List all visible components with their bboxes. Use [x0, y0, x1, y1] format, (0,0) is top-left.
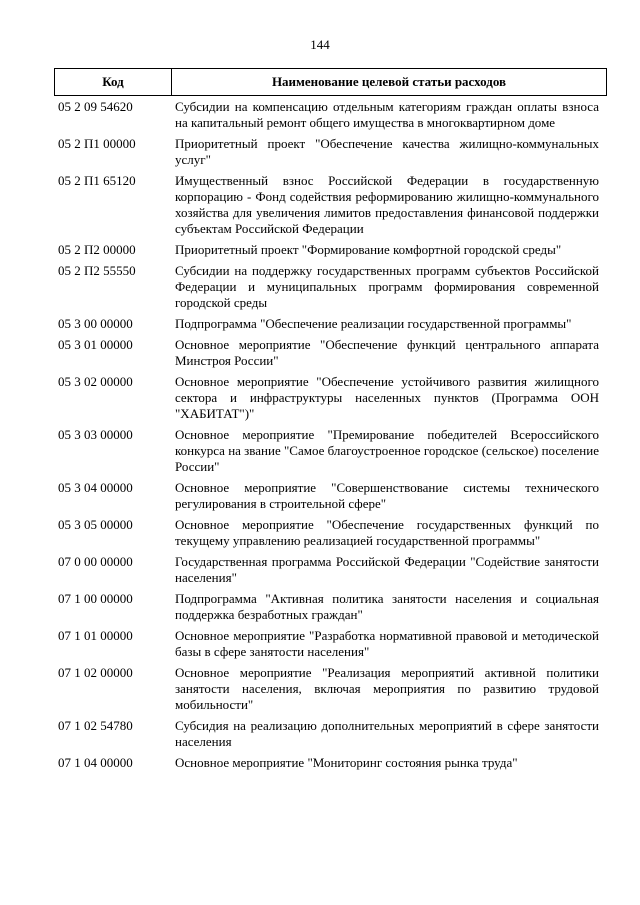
- row-code: 05 2 П2 00000: [58, 242, 136, 257]
- table-row: [54, 134, 607, 171]
- table-header: [54, 68, 607, 96]
- row-name: Основное мероприятие "Мониторинг состояния рынка труда": [175, 755, 518, 770]
- row-code: 05 3 01 00000: [58, 337, 133, 352]
- row-name: Приоритетный проект "Формирование комфортной городской среды": [175, 242, 562, 257]
- table-row: [54, 240, 607, 261]
- row-code: 05 3 02 00000: [58, 374, 133, 389]
- row-code: 05 2 П1 00000: [58, 136, 136, 151]
- header-code: Код: [55, 69, 172, 95]
- row-code: 05 2 09 54620: [58, 99, 133, 114]
- row-code: 07 1 02 00000: [58, 665, 133, 680]
- row-name: Основное мероприятие "Премирование победителей Всероссийского конкурса на звание "Самое благоустроенное городское (сельское) поселение России": [175, 427, 599, 474]
- row-name: Субсидии на компенсацию отдельным категориям граждан оплаты взноса на капитальный ремонт общего имущества в многоквартирном доме: [175, 99, 599, 130]
- row-code: 07 0 00 00000: [58, 554, 133, 569]
- table-row: [54, 261, 607, 314]
- row-code: 05 2 П2 55550: [58, 263, 136, 278]
- row-name: Государственная программа Российской Федерации "Содействие занятости населения": [175, 554, 599, 585]
- row-code: 05 3 04 00000: [58, 480, 133, 495]
- row-name: Основное мероприятие "Обеспечение государственных функций по текущему управлению реализацией государственной программы": [175, 517, 599, 548]
- table-row: [54, 335, 607, 372]
- table-row: [54, 716, 607, 753]
- table-row: [54, 552, 607, 589]
- row-name: Субсидии на поддержку государственных программ субъектов Российской Федерации и муниципальных программ формирования современной городской среды: [175, 263, 599, 310]
- row-name: Основное мероприятие "Разработка нормативной правовой и методической базы в сфере занятости населения": [175, 628, 599, 659]
- header-name: Наименование целевой статьи расходов: [271, 74, 507, 89]
- table-row: [54, 425, 607, 478]
- table-row: [54, 626, 607, 663]
- table-row: [54, 589, 607, 626]
- row-name: Имущественный взнос Российской Федерации в государственную корпорацию - Фонд содействия реформированию жилищно-коммунального хозяйства для увеличения лимитов предоставления финансовой поддержки субъектам Российской Федерации: [175, 173, 599, 236]
- table-row: [54, 171, 607, 240]
- row-code: 07 1 02 54780: [58, 718, 133, 733]
- row-name: Основное мероприятие "Обеспечение устойчивого развития жилищного сектора и инфраструктуры населенных пунктов (Программа ООН "ХАБИТАТ")": [175, 374, 599, 421]
- row-name: Подпрограмма "Активная политика занятости населения и социальная поддержка безработных граждан": [175, 591, 599, 622]
- table-row: [54, 753, 607, 774]
- row-code: 07 1 04 00000: [58, 755, 133, 770]
- page-number: 144: [310, 37, 330, 52]
- table-row: [54, 314, 607, 335]
- table-row: [54, 372, 607, 425]
- row-code: 05 3 03 00000: [58, 427, 133, 442]
- row-name: Подпрограмма "Обеспечение реализации государственной программы": [175, 316, 572, 331]
- row-code: 05 2 П1 65120: [58, 173, 136, 188]
- table-row: [54, 478, 607, 515]
- row-name: Основное мероприятие "Совершенствование системы технического регулирования в строительной сфере": [175, 480, 599, 511]
- row-code: 07 1 00 00000: [58, 591, 133, 606]
- table-body: [54, 97, 607, 774]
- row-name: Субсидия на реализацию дополнительных мероприятий в сфере занятости населения: [175, 718, 599, 749]
- row-code: 05 3 00 00000: [58, 316, 133, 331]
- table-row: [54, 515, 607, 552]
- table-row: [54, 97, 607, 134]
- row-name: Приоритетный проект "Обеспечение качества жилищно-коммунальных услуг": [175, 136, 599, 167]
- row-code: 07 1 01 00000: [58, 628, 133, 643]
- row-code: 05 3 05 00000: [58, 517, 133, 532]
- row-name: Основное мероприятие "Обеспечение функций центрального аппарата Минстроя России": [175, 337, 599, 368]
- table-row: [54, 663, 607, 716]
- row-name: Основное мероприятие "Реализация мероприятий активной политики занятости населения, включая мероприятия по развитию трудовой мобильности": [175, 665, 599, 712]
